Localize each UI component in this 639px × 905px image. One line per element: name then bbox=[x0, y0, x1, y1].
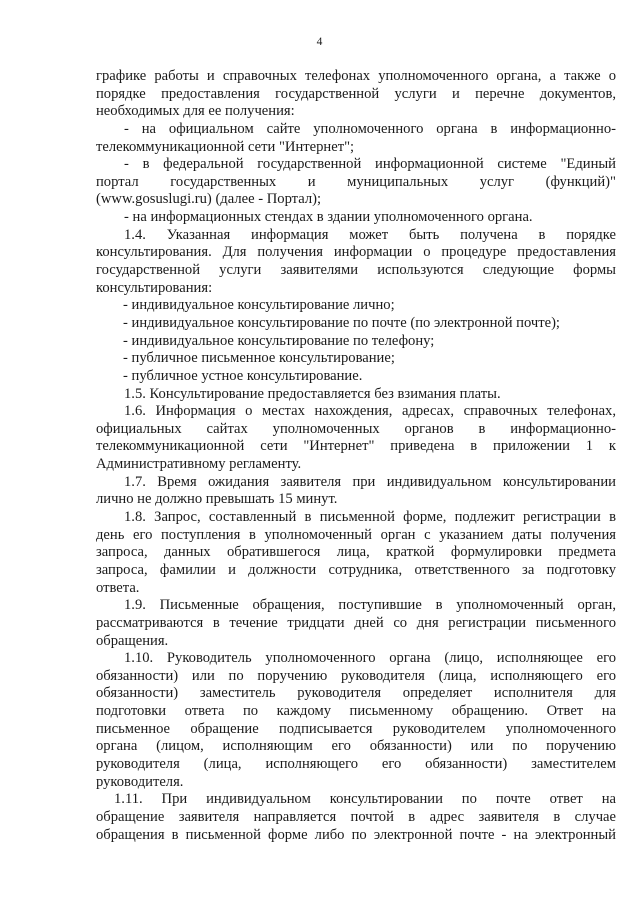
text-line: телекоммуникационной сети "Интернет" приведена в приложении 1 к bbox=[96, 438, 616, 455]
text-line: день его поступления в уполномоченный орган с указанием даты получения bbox=[96, 526, 616, 543]
text-line: ответа. bbox=[96, 579, 140, 596]
paragraph-1-7: 1.7. Время ожидания заявителя при индивидуальном консультировании bbox=[124, 473, 616, 490]
text-line: портал государственных и муниципальных услуг (функций)" bbox=[96, 173, 616, 190]
text-line: обязанности) или по поручению руководителя (лица, исполняющего его bbox=[96, 667, 616, 684]
text-line: официальных сайтах уполномоченных органов в информационно- bbox=[96, 420, 616, 437]
text-line: подготовки ответа по каждому письменному обращению. Ответ на bbox=[96, 703, 616, 720]
text-line: письменное обращение подписывается руководителем уполномоченного bbox=[96, 720, 616, 737]
text-line: телекоммуникационной сети "Интернет"; bbox=[96, 138, 355, 155]
text-line: порядке предоставления государственной услуги и перечне документов, bbox=[96, 85, 616, 102]
text-line: обращения в письменной форме либо по электронной почте - на электронный bbox=[96, 826, 616, 843]
text-line: рассматриваются в течение тридцати дней со дня регистрации письменного bbox=[96, 614, 616, 631]
text-line: консультирования. Для получения информации о процедуре предоставления bbox=[96, 244, 616, 261]
text-line: запроса, фамилии и должности сотрудника, ответственного за подготовку bbox=[96, 561, 616, 578]
text-line: обращение заявителя направляется почтой в адрес заявителя в случае bbox=[96, 808, 616, 825]
text-line: Административному регламенту. bbox=[96, 456, 302, 473]
list-item: - индивидуальное консультирование лично; bbox=[123, 297, 395, 314]
list-item: - в федеральной государственной информационной системе "Единый bbox=[124, 156, 616, 173]
text-line: руководителя (лица, исполняющего его обязанности) заместителем bbox=[96, 755, 616, 772]
paragraph-1-11: 1.11. При индивидуальном консультировании по почте ответ на bbox=[114, 791, 616, 808]
paragraph-1-6: 1.6. Информация о местах нахождения, адресах, справочных телефонах, bbox=[124, 403, 616, 420]
paragraph-1-5: 1.5. Консультирование предоставляется без взимания платы. bbox=[124, 385, 501, 402]
text-line: руководителя. bbox=[96, 773, 184, 790]
list-item: - индивидуальное консультирование по телефону; bbox=[123, 332, 435, 349]
list-item: - публичное письменное консультирование; bbox=[123, 350, 395, 367]
list-item: - индивидуальное консультирование по почте (по электронной почте); bbox=[123, 314, 560, 331]
list-item: - публичное устное консультирование. bbox=[123, 367, 363, 384]
paragraph-1-10: 1.10. Руководитель уполномоченного органа (лицо, исполняющее его bbox=[124, 650, 616, 667]
list-item: - на официальном сайте уполномоченного органа в информационно- bbox=[124, 120, 616, 137]
paragraph-1-4: 1.4. Указанная информация может быть получена в порядке bbox=[124, 226, 616, 243]
text-line: консультирования: bbox=[96, 279, 213, 296]
text-line: графике работы и справочных телефонах уполномоченного органа, а также о bbox=[96, 68, 616, 84]
text-line: запроса, данных обратившегося лица, краткой формулировки предмета bbox=[96, 544, 616, 561]
text-line: обязанности) заместитель руководителя определяет исполнителя для bbox=[96, 685, 616, 702]
text-line: необходимых для ее получения: bbox=[96, 103, 295, 120]
text-line: обращения. bbox=[96, 632, 169, 649]
text-line: лично не должно превышать 15 минут. bbox=[96, 491, 338, 508]
document-body bbox=[96, 68, 616, 844]
text-line: (www.gosuslugi.ru) (далее - Портал); bbox=[96, 191, 322, 208]
paragraph-1-8: 1.8. Запрос, составленный в письменной форме, подлежит регистрации в bbox=[124, 509, 616, 526]
page-number: 4 bbox=[316, 36, 323, 48]
list-item: - на информационных стендах в здании уполномоченного органа. bbox=[124, 209, 533, 226]
text-line: органа (лицом, исполняющим его обязанности) или по поручению bbox=[96, 738, 616, 755]
paragraph-1-9: 1.9. Письменные обращения, поступившие в уполномоченный орган, bbox=[124, 597, 616, 614]
text-line: государственной услуги заявителями используются следующие формы bbox=[96, 262, 616, 279]
